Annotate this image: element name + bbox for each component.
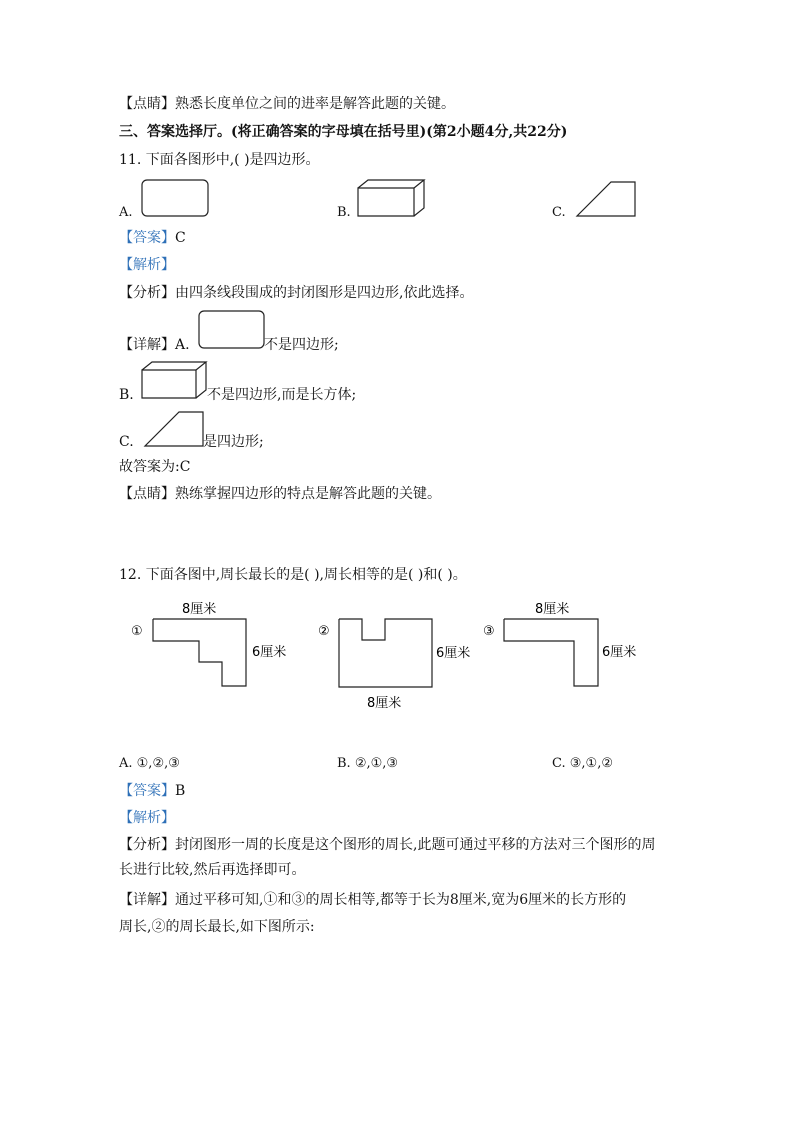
detail-a-text: 不是四边形;	[264, 337, 339, 353]
detail-tag: 【详解】	[119, 337, 175, 353]
q11-analysis-tag: 【解析】	[119, 257, 175, 273]
prev-tip	[119, 95, 455, 113]
q12-fenxi-line2: 长进行比较,然后再选择即可。	[119, 862, 306, 878]
fig1-side-label: 6厘米	[252, 645, 287, 660]
answer-value: B	[175, 783, 186, 799]
answer-tag: 【答案】	[119, 783, 175, 799]
fenxi-tag: 【分析】	[119, 285, 175, 301]
fig1-number: ①	[131, 624, 143, 639]
cuboid-icon	[356, 178, 426, 218]
fig3-top-label: 8厘米	[535, 602, 570, 617]
q11-detail-b-prefix: B.	[119, 387, 134, 403]
detail-tag: 【详解】	[119, 892, 175, 908]
q12-answer	[119, 782, 185, 800]
q11-detail-c-prefix: C.	[119, 434, 134, 450]
detail-cuboid-icon	[140, 360, 210, 400]
fig2-side-label: 6厘米	[436, 646, 471, 661]
detail-c-text: 是四边形;	[203, 434, 264, 450]
q12-option-c: C. ③,①,②	[552, 756, 613, 771]
q12-stem: 12. 下面各图中,周长最长的是( ),周长相等的是( )和( )。	[119, 567, 467, 583]
fenxi-text: 封闭图形一周的长度是这个图形的周长,此题可通过平移的方法对三个图形的周	[175, 837, 656, 853]
q12-detail-line2: 周长,②的周长最长,如下图所示:	[119, 919, 315, 935]
detail-rounded-rect-icon	[198, 310, 266, 350]
q11-stem: 11. 下面各图形中,( )是四边形。	[119, 152, 320, 168]
fig3-number: ③	[483, 624, 495, 639]
figure-2	[317, 617, 477, 713]
detail-b-text: 不是四边形,而是长方体;	[207, 387, 357, 403]
detail-trapezoid-icon	[143, 410, 205, 448]
fenxi-tag: 【分析】	[119, 837, 175, 853]
tip-text: 熟悉长度单位之间的进率是解答此题的关键。	[175, 96, 455, 112]
rounded-rect-icon	[141, 179, 209, 217]
answer-tag: 【答案】	[119, 230, 175, 246]
q12-detail-line1	[119, 891, 626, 909]
tip-tag: 【点睛】	[119, 96, 175, 112]
detail-text: 通过平移可知,①和③的周长相等,都等于长为8厘米,宽为6厘米的长方形的	[175, 892, 627, 908]
q11-detail-a	[119, 336, 190, 354]
trapezoid-icon	[575, 180, 637, 218]
fig2-number: ②	[318, 624, 330, 639]
section-title: 三、答案选择厅。(将正确答案的字母填在括号里)(第2小题4分,共22分)	[119, 124, 568, 140]
q11-option-a: A.	[119, 205, 133, 220]
tip-text: 熟练掌握四边形的特点是解答此题的关键。	[175, 486, 441, 502]
q11-option-c: C.	[552, 205, 566, 220]
fig1-top-label: 8厘米	[182, 602, 217, 617]
fenxi-text: 由四条线段围成的封闭图形是四边形,依此选择。	[175, 285, 474, 301]
q12-option-b: B. ②,①,③	[337, 756, 399, 771]
detail-a-prefix: A.	[175, 337, 190, 353]
tip-tag: 【点睛】	[119, 486, 175, 502]
q11-answer	[119, 229, 186, 247]
q12-analysis-tag: 【解析】	[119, 810, 175, 826]
fig3-side-label: 6厘米	[602, 645, 637, 660]
q11-fenxi	[119, 284, 473, 302]
q12-fenxi-line1	[119, 836, 655, 854]
q11-conclusion: 故答案为:C	[119, 459, 191, 475]
figure-3	[482, 598, 642, 690]
answer-value: C	[175, 230, 186, 246]
q11-tip	[119, 485, 441, 503]
q11-option-b: B.	[337, 205, 351, 220]
q12-option-a: A. ①,②,③	[119, 756, 180, 771]
figure-1	[130, 598, 290, 690]
fig2-bottom-label: 8厘米	[367, 696, 402, 711]
